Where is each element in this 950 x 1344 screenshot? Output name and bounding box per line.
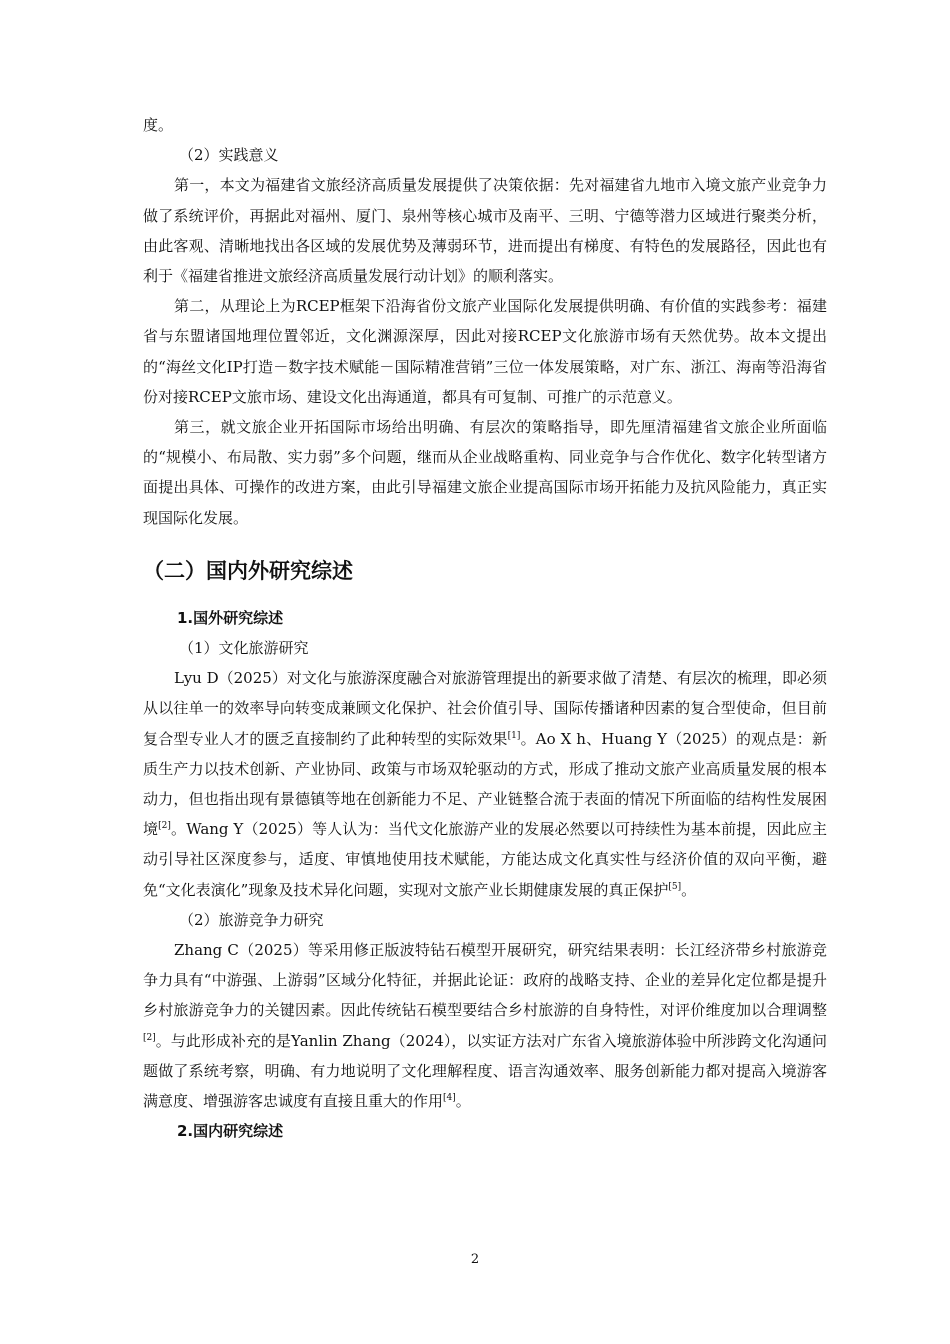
competitiveness-paragraph	[143, 935, 827, 1116]
text-run: Lyu D（2025）对文化与旅游深度融合对旅游管理提出的新要求做了清楚、有层次的梳理，即必须从以往单一的效率导向转变成兼顾文化保护、社会价值引导、国际传播诸种因素的复合型使命，但目前复合型专业人才的匮乏直接制约了此种转型的实际效果	[143, 669, 827, 748]
competitiveness-heading: （2）旅游竞争力研究	[179, 910, 324, 929]
text-run: 。与此形成补充的是Yanlin Zhang（2024），以实证方法对广东省入境旅游体验中所涉跨文化沟通问题做了系统考察，明确、有力地说明了文化理解程度、语言沟通效率、服务创新能力都对提高入境游客满意度、增强游客忠诚度有直接且重大的作用	[143, 1031, 827, 1111]
culture-tourism-paragraph	[143, 663, 827, 905]
citation-1[interactable]: [1]	[507, 730, 521, 741]
citation-2b[interactable]: [2]	[143, 1032, 156, 1043]
culture-tourism-heading: （1）文化旅游研究	[179, 639, 309, 658]
practical-significance-heading: （2）实践意义	[179, 146, 279, 165]
text-run: Zhang C（2025）等采用修正版波特钻石模型开展研究，研究结果表明：长江经济带乡村旅游竞争力具有“中游强、上游弱”区域分化特征，并据此论证：政府的战略支持、企业的差异化定位都是提升乡村旅游竞争力的关键因素。因此传统钻石模型要结合乡村旅游的自身特性，对评价维度加以合理调整	[143, 941, 827, 1020]
paragraph-tail: 度。	[143, 116, 174, 134]
paragraph-first: 第一，本文为福建省文旅经济高质量发展提供了决策依据：先对福建省九地市入境文旅产业竞争力做了系统评价，再据此对福州、厦门、泉州等核心城市及南平、三明、宁德等潜力区域进行聚类分析，由此客观、清晰地找出各区域的发展优势及薄弱环节，进而提出有梯度、有特色的发展路径，因此也有利于《福建省推进文旅经济高质量发展行动计划》的顺利落实。	[143, 176, 827, 286]
citation-4[interactable]: [4]	[443, 1093, 456, 1104]
citation-2[interactable]: [2]	[158, 821, 171, 832]
text-run: 。	[681, 880, 697, 899]
domestic-review-heading: 2.国内研究综述	[177, 1122, 284, 1141]
paragraph-third: 第三，就文旅企业开拓国际市场给出明确、有层次的策略指导，即先厘清福建省文旅企业所面临的“规模小、布局散、实力弱”多个问题，继而从企业战略重构、同业竞争与合作优化、数字化转型诸方面提出具体、可操作的改进方案，由此引导福建文旅企业提高国际市场开拓能力及抗风险能力，真正实现国际化发展。	[143, 418, 827, 527]
foreign-review-heading: 1.国外研究综述	[177, 608, 284, 627]
section-title: （二）国内外研究综述	[143, 558, 353, 583]
page-number: 2	[470, 1252, 480, 1267]
text-run: 。Wang Y（2025）等人认为：当代文化旅游产业的发展必然要以可持续性为基本前提，因此应主动引导社区深度参与，适度、审慎地使用技术赋能，方能达成文化真实性与经济价值的双向平衡，避免“文化表演化”现象及技术异化问题，实现对文旅产业长期健康发展的真正保护	[143, 820, 827, 899]
paragraph-second: 第二，从理论上为RCEP框架下沿海省份文旅产业国际化发展提供明确、有价值的实践参考：福建省与东盟诸国地理位置邻近，文化渊源深厚，因此对接RCEP文化旅游市场有天然优势。故本文提出的“海丝文化IP打造－数字技术赋能－国际精准营销”三位一体发展策略，对广东、浙江、海南等沿海省份对接RCEP文旅市场、建设文化出海通道，都具有可复制、可推广的示范意义。	[143, 297, 827, 406]
citation-5[interactable]: [5]	[668, 881, 682, 892]
text-run: 。	[455, 1092, 471, 1111]
page-body	[143, 110, 827, 1147]
text-run: 。Ao X h、Huang Y（2025）的观点是：新质生产力以技术创新、产业协同、政策与市场双轮驱动的方式，形成了推动文旅产业高质量发展的根本动力，但也指出现有景德镇等地在创新能力不足、产业链整合流于表面的情况下所面临的结构性发展困境	[143, 729, 827, 839]
